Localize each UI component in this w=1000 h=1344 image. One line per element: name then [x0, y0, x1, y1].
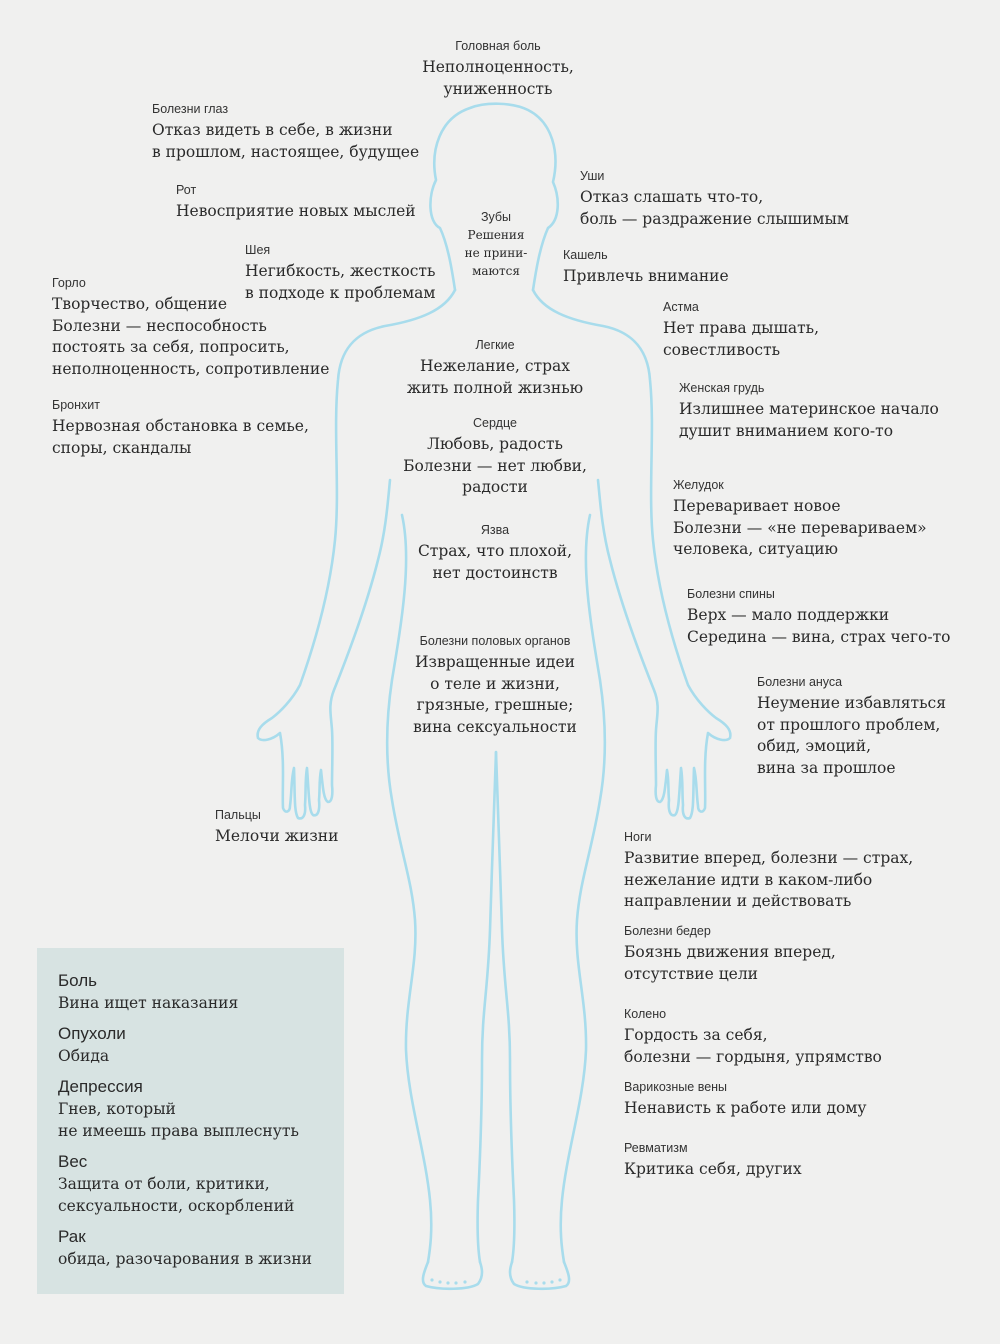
legend-title: Вес — [58, 1152, 88, 1171]
label-text: Отказ видеть в себе, в жизни в прошлом, настоящее, будущее — [152, 121, 420, 161]
label-text: Невосприятие новых мыслей — [176, 202, 416, 220]
label-text: Привлечь внимание — [563, 267, 729, 285]
label-rheumatism — [624, 1140, 802, 1181]
label-text: Нежелание, страх жить полной жизнью — [406, 357, 584, 397]
legend-item-weight — [58, 1151, 294, 1217]
label-legs — [624, 829, 913, 913]
legend-text: Защита от боли, критики, сексуальности, оскорблений — [58, 1175, 295, 1215]
label-stomach — [673, 477, 927, 561]
label-title: Колено — [624, 1007, 667, 1021]
label-text: Любовь, радость Болезни — нет любви, радости — [403, 435, 587, 496]
label-knee — [624, 1006, 882, 1068]
label-title: Головная боль — [455, 39, 541, 53]
torso-right-outline — [561, 515, 605, 1262]
legend-title: Рак — [58, 1227, 86, 1246]
label-anus — [757, 674, 946, 779]
label-teeth — [456, 209, 536, 280]
label-title: Рот — [176, 183, 197, 197]
label-title: Кашель — [563, 248, 608, 262]
label-headache — [398, 38, 598, 100]
legend-title: Боль — [58, 971, 98, 990]
label-title: Пальцы — [215, 808, 261, 822]
label-title: Болезни половых органов — [419, 634, 571, 648]
label-title: Уши — [580, 169, 605, 183]
label-title: Болезни бедер — [624, 924, 711, 938]
legend-item-cancer — [58, 1226, 312, 1271]
label-text: Извращенные идеи о теле и жизни, грязные, грешные; вина сексуальности — [413, 653, 577, 736]
label-title: Женская грудь — [679, 381, 765, 395]
label-fingers — [215, 807, 338, 848]
label-text: Нервозная обстановка в семье, споры, скандалы — [52, 417, 309, 457]
label-title: Зубы — [480, 210, 512, 224]
label-hips — [624, 923, 836, 985]
label-lungs — [385, 337, 605, 399]
legend-title: Опухоли — [58, 1024, 126, 1043]
label-title: Болезни спины — [687, 587, 775, 601]
label-text: Нет права дышать, совестливость — [663, 319, 820, 359]
label-title: Варикозные вены — [624, 1080, 728, 1094]
label-title: Бронхит — [52, 398, 100, 412]
label-title: Астма — [663, 300, 699, 314]
torso-left-outline — [387, 515, 431, 1262]
label-asthma — [663, 299, 819, 361]
label-title: Болезни ануса — [757, 675, 843, 689]
label-text: Неумение избавляться от прошлого проблем, обид, эмоций, вина за прошлое — [757, 694, 946, 777]
label-genitals — [395, 633, 595, 738]
label-title: Ноги — [624, 830, 652, 844]
label-text: Излишнее материнское начало душит вниманием кого-то — [679, 400, 939, 440]
legend-item-pain — [58, 970, 238, 1015]
right-foot-outline — [510, 1262, 569, 1289]
label-text: Неполноценность, униженность — [422, 58, 574, 98]
label-bronchitis — [52, 397, 309, 459]
legend-item-tumors — [58, 1023, 126, 1068]
label-title: Ревматизм — [624, 1141, 688, 1155]
label-ulcer — [395, 522, 595, 584]
label-breast — [679, 380, 939, 442]
legend-text: Гнев, который не имеешь права выплеснуть — [58, 1100, 299, 1140]
label-text: Переваривает новое Болезни — «не перевариваем» человека, ситуацию — [673, 497, 927, 558]
legend-text: Вина ищет наказания — [58, 994, 239, 1012]
label-cough — [563, 247, 729, 288]
label-title: Желудок — [673, 478, 724, 492]
label-text: Ненависть к работе или дому — [624, 1099, 867, 1117]
leg-inner-outline-right — [496, 752, 514, 1262]
label-title: Болезни глаз — [152, 102, 229, 116]
label-text: Развитие вперед, болезни — страх, нежелание идти в каком-либо направлении и действовать — [624, 849, 914, 910]
label-eyes — [152, 101, 419, 163]
label-text: Мелочи жизни — [215, 827, 339, 845]
label-ears — [580, 168, 849, 230]
label-text: Страх, что плохой, нет достоинств — [417, 542, 573, 582]
label-title: Горло — [52, 276, 86, 290]
legend-item-depression — [58, 1076, 299, 1142]
label-varicose — [624, 1079, 867, 1120]
label-text: Гордость за себя, болезни — гордыня, упрямство — [624, 1026, 882, 1066]
label-throat — [52, 275, 329, 380]
label-title: Язва — [480, 523, 510, 537]
left-foot-outline — [423, 1262, 482, 1289]
legend-title: Депрессия — [58, 1077, 143, 1096]
label-text: Отказ слашать что-то, боль — раздражение слышимым — [580, 188, 849, 228]
label-text: Творчество, общение Болезни — неспособность постоять за себя, попросить, неполноценность, сопротивление — [52, 295, 330, 378]
label-back — [687, 586, 951, 648]
label-text: Верх — мало поддержки Середина — вина, страх чего-то — [687, 606, 951, 646]
legend-text: обида, разочарования в жизни — [58, 1250, 313, 1268]
label-title: Шея — [245, 243, 271, 257]
label-title: Сердце — [473, 416, 517, 430]
legend-text: Обида — [58, 1047, 110, 1065]
label-text: Критика себя, других — [624, 1160, 802, 1178]
leg-inner-outline — [478, 752, 496, 1262]
label-heart — [385, 415, 605, 499]
label-text: Негибкость, жесткость в подходе к проблемам — [245, 262, 436, 302]
label-text: Боязнь движения вперед, отсутствие цели — [624, 943, 836, 983]
label-text: Решения не прини- маются — [464, 228, 528, 278]
label-title: Легкие — [475, 338, 515, 352]
label-mouth — [176, 182, 416, 223]
